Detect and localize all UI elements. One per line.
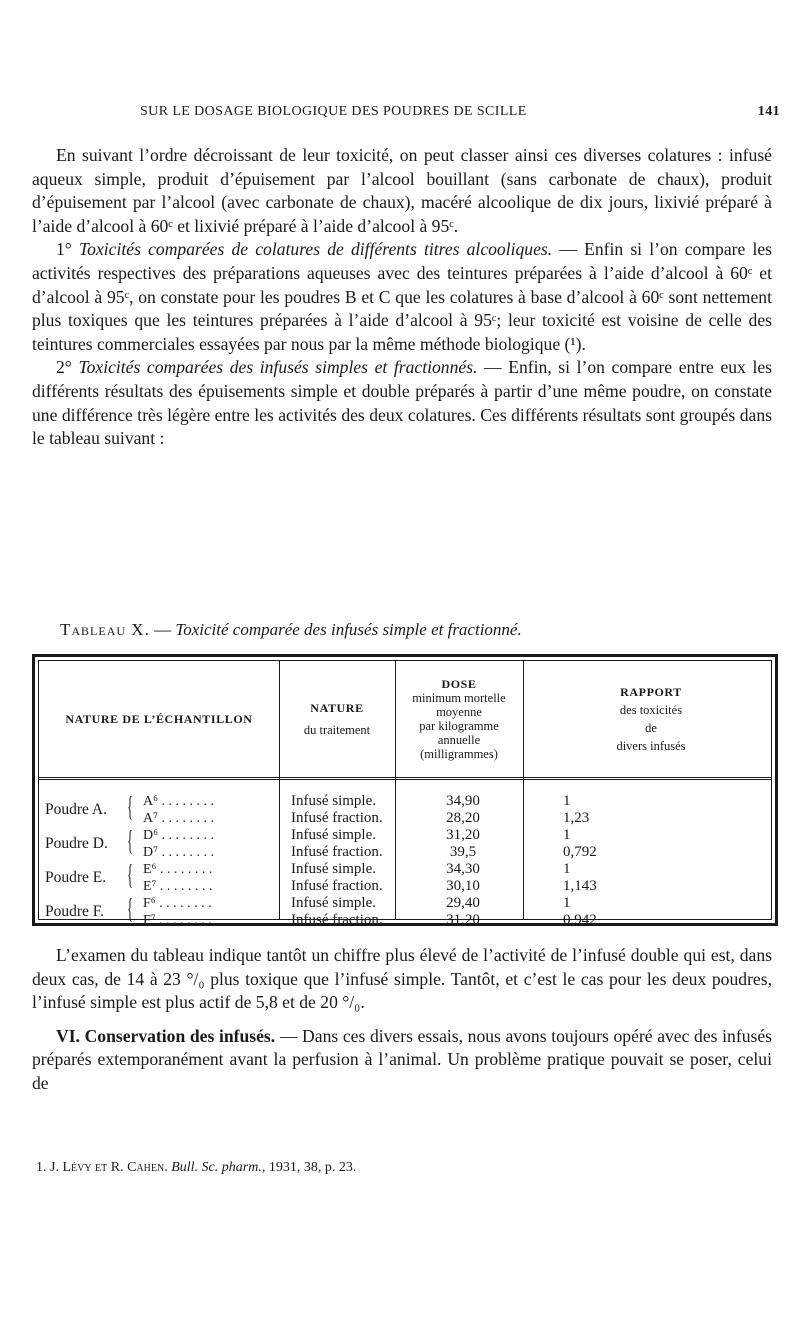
section-vi-title: VI. Conservation des infusés. bbox=[56, 1025, 276, 1046]
header-nature-1: NATURE bbox=[310, 701, 364, 715]
header-sample bbox=[39, 661, 279, 777]
group-label: Poudre D. bbox=[45, 835, 108, 852]
header-dose-3: moyenne bbox=[436, 705, 482, 719]
brace-icon: { bbox=[127, 860, 134, 891]
body-text-top bbox=[32, 144, 772, 451]
data-table bbox=[32, 654, 778, 926]
table-label: Tableau X. bbox=[60, 620, 150, 639]
treatment-cell: Infusé fraction. bbox=[291, 844, 383, 860]
ratio-cell: 1,143 bbox=[563, 878, 597, 894]
dose-cell: 39,5 bbox=[449, 844, 477, 860]
treatment-cell: Infusé simple. bbox=[291, 827, 376, 843]
group-label: Poudre F. bbox=[45, 903, 105, 920]
after-table-paragraph: L’examen du tableau indique tantôt un chiffre plus élevé de l’activité de l’infusé double qui est, dans deux cas, de 14 à 23 °/₀ plus toxique que l’infusé simple. Tantôt, et c’est le cas pour les deux poudres, l’infusé simple est plus actif de 5,8 et de 20 °/₀. bbox=[32, 945, 772, 1013]
intro-paragraph: En suivant l’ordre décroissant de leur toxicité, on peut classer ainsi ces diverses colatures : infusé aqueux simple, produit d’épuisement par l’alcool bouillant (sans carbonate de chaux), produit d’épuisement par l’alcool (avec carbonate de chaux), macéré alcoolique de dix jours, lixivié préparé à l’aide d’alcool à 60ᶜ et lixivié préparé à l’aide d’alcool à 95ᶜ. bbox=[32, 145, 772, 236]
section-1-number: 1° bbox=[56, 239, 72, 260]
header-rapport-1: RAPPORT bbox=[620, 685, 682, 699]
header-dose bbox=[395, 661, 523, 777]
section-2-title: Toxicités comparées des infusés simples et fractionnés. bbox=[78, 357, 478, 378]
section-2-paragraph bbox=[32, 356, 772, 450]
section-2-body: — Enfin, si l’on compare entre eux les différents résultats des épuisements simple et double préparés à partir d’une même poudre, on constate une différence très légère entre les activités des deux colatures. Ces différents résultats sont groupés dans le tableau suivant : bbox=[32, 357, 772, 449]
header-sample-text: NATURE DE L’ÉCHANTILLON bbox=[65, 712, 253, 726]
table-header-row bbox=[39, 661, 771, 780]
table-body bbox=[39, 793, 771, 929]
dose-cell: 31,20 bbox=[446, 912, 480, 928]
sample-code: A⁷ . . . . . . . . bbox=[143, 811, 214, 826]
section-vi-paragraph bbox=[32, 1025, 772, 1096]
footnote bbox=[36, 1160, 356, 1176]
sample-code: F⁷ . . . . . . . . bbox=[143, 913, 212, 928]
table-group-poudre-e bbox=[39, 861, 771, 895]
section-1-body: — Enfin si l’on compare les activités respectives des préparations aqueuses avec des teintures préparées à l’aide d’alcool à 60ᶜ et d’alcool à 95ᶜ, on constate pour les poudres B et C que les colatures à base d’alcool à 60ᶜ sont nettement plus toxiques que les teintures préparées à l’aide d’alcool à 95ᶜ; leur toxicité est voisine de celle des teintures commerciales essayées par nous par la même méthode biologique bbox=[32, 239, 773, 354]
header-dose-1: DOSE bbox=[441, 677, 477, 691]
footnote-number: 1. bbox=[36, 1160, 47, 1175]
dose-cell: 28,20 bbox=[446, 810, 480, 826]
running-title: SUR LE DOSAGE BIOLOGIQUE DES POUDRES DE SCILLE bbox=[140, 104, 527, 119]
brace-icon: { bbox=[127, 792, 134, 823]
section-vi-body: — Dans ces divers essais, nous avons toujours opéré avec des infusés préparés extemporanément avant la perfusion à l’animal. Un problème pratique pouvait se poser, celui de bbox=[32, 1025, 772, 1093]
sample-code: F⁶ . . . . . . . . bbox=[143, 896, 212, 911]
footnote-details: 1931, 38, p. 23. bbox=[268, 1160, 357, 1175]
header-nature bbox=[279, 661, 395, 777]
treatment-cell: Infusé fraction. bbox=[291, 810, 383, 826]
ratio-cell: 1 bbox=[563, 895, 571, 911]
sample-code: E⁷ . . . . . . . . bbox=[143, 879, 213, 894]
group-label: Poudre A. bbox=[45, 801, 107, 818]
table-group-poudre-f bbox=[39, 895, 771, 929]
header-dose-4: par kilogramme bbox=[419, 719, 499, 733]
dose-cell: 31,20 bbox=[446, 827, 480, 843]
footnote-authors: J. Lévy et R. Cahen. bbox=[50, 1160, 168, 1175]
running-header bbox=[140, 104, 780, 126]
section-2-number: 2° bbox=[56, 357, 72, 378]
table-group-poudre-d bbox=[39, 827, 771, 861]
sample-code: E⁶ . . . . . . . . bbox=[143, 862, 213, 877]
treatment-cell: Infusé simple. bbox=[291, 861, 376, 877]
ratio-cell: 1 bbox=[563, 827, 571, 843]
header-rapport-4: divers infusés bbox=[616, 739, 686, 753]
sample-code: D⁷ . . . . . . . . bbox=[143, 845, 214, 860]
treatment-cell: Infusé fraction. bbox=[291, 912, 383, 928]
ratio-cell: 1,23 bbox=[563, 810, 590, 826]
caption-dash: — bbox=[154, 620, 172, 639]
sample-code: D⁶ . . . . . . . . bbox=[143, 828, 214, 843]
page-number: 141 bbox=[757, 104, 780, 119]
ratio-cell: 1 bbox=[563, 793, 571, 809]
table-group-poudre-a bbox=[39, 793, 771, 827]
footnote-ref: (¹). bbox=[564, 333, 586, 354]
ratio-cell: 0,942 bbox=[563, 912, 597, 928]
table-title: Toxicité comparée des infusés simple et fractionné. bbox=[175, 620, 522, 639]
footnote-journal: Bull. Sc. pharm., bbox=[171, 1160, 266, 1175]
brace-icon: { bbox=[127, 894, 134, 925]
dose-cell: 30,10 bbox=[446, 878, 480, 894]
treatment-cell: Infusé fraction. bbox=[291, 878, 383, 894]
section-1-title: Toxicités comparées de colatures de différents titres alcooliques. bbox=[79, 239, 553, 260]
section-1-paragraph bbox=[32, 238, 772, 356]
dose-cell: 34,90 bbox=[446, 793, 480, 809]
header-rapport bbox=[523, 661, 779, 777]
table-inner bbox=[38, 660, 772, 928]
dose-cell: 34,30 bbox=[446, 861, 480, 877]
ratio-cell: 1 bbox=[563, 861, 571, 877]
brace-icon: { bbox=[127, 826, 134, 857]
dose-cell: 29,40 bbox=[446, 895, 480, 911]
table-caption bbox=[60, 620, 760, 640]
treatment-cell: Infusé simple. bbox=[291, 793, 376, 809]
header-nature-2: du traitement bbox=[303, 723, 371, 737]
treatment-cell: Infusé simple. bbox=[291, 895, 376, 911]
header-dose-5: annuelle bbox=[437, 733, 481, 747]
header-dose-6: (milligrammes) bbox=[420, 747, 498, 761]
header-dose-2: minimum mortelle bbox=[412, 691, 506, 705]
header-rapport-2: des toxicités bbox=[619, 703, 683, 717]
body-text-bottom bbox=[32, 944, 772, 1096]
sample-code: A⁶ . . . . . . . . bbox=[143, 794, 214, 809]
header-rapport-3: de bbox=[645, 721, 657, 735]
group-label: Poudre E. bbox=[45, 869, 107, 886]
ratio-cell: 0,792 bbox=[563, 844, 597, 860]
